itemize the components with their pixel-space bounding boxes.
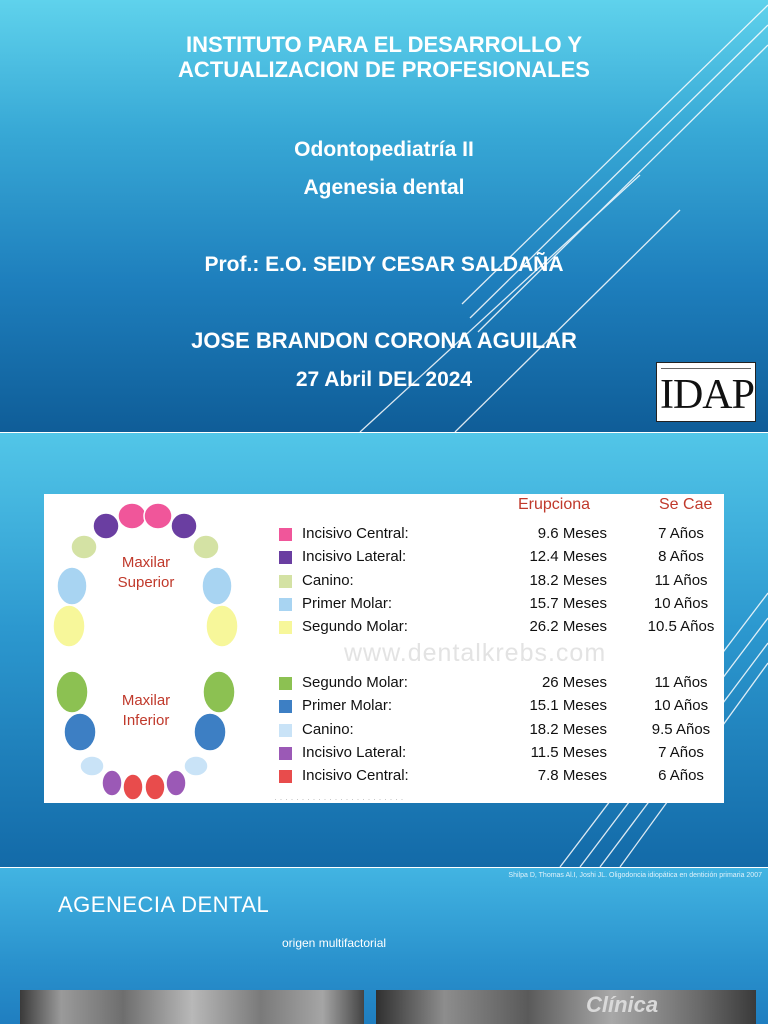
eruption-time: 26.2 Meses [529, 618, 607, 636]
professor-name: Prof.: E.O. SEIDY CESAR SALDAÑA [204, 253, 564, 276]
fall-time: 9.5 Años [651, 720, 711, 738]
lower-lateral-incisor-tooth [102, 770, 122, 796]
tooth-row [279, 593, 724, 615]
tooth-name: Incisivo Lateral: [302, 743, 407, 761]
tooth-name: Canino: [302, 720, 354, 738]
xray-image-right [376, 990, 756, 1024]
color-swatch [279, 700, 292, 713]
fall-time: 7 Años [658, 525, 704, 542]
lower-first-molar-tooth [64, 713, 96, 751]
watermark: www.dentalkrebs.com [344, 639, 607, 667]
color-swatch [279, 621, 292, 634]
slide-subtitle: origen multifactorial [282, 936, 387, 950]
student-name: JOSE BRANDON CORONA AGUILAR [191, 328, 577, 353]
slide-title: AGENECIA DENTAL [58, 892, 270, 917]
upper-lateral-incisor-tooth [171, 513, 197, 539]
topic-name: Agenesia dental [303, 176, 465, 199]
color-swatch [279, 528, 292, 541]
tooth-row [279, 765, 724, 787]
tooth-row [279, 719, 724, 741]
lower-central-incisor-tooth [145, 774, 165, 800]
fall-time: 8 Años [658, 548, 704, 566]
color-swatch [279, 770, 292, 783]
tooth-name: Incisivo Central: [302, 525, 409, 542]
tooth-eruption-slide [0, 433, 768, 867]
eruption-time: 12.4 Meses [529, 548, 607, 566]
upper-central-incisor-tooth [118, 503, 146, 529]
upper-central-incisor-tooth [144, 503, 172, 529]
upper-canine-tooth [71, 535, 97, 559]
eruption-time: 18.2 Meses [529, 571, 607, 589]
tooth-row [279, 742, 724, 764]
presentation-date: 27 Abril DEL 2024 [295, 368, 473, 391]
reference-citation: Shilpa D, Thomas Al.I, Joshi JL. Oligodoncia idiopática en dentición primaria 2007 [508, 872, 762, 879]
xray-image-left [20, 990, 364, 1024]
eruption-time: 18.2 Meses [529, 720, 607, 738]
agenesis-slide [0, 868, 768, 1024]
tooth-table [279, 494, 724, 803]
tooth-row [279, 695, 724, 717]
fall-column-header: Se Cae [659, 496, 713, 513]
tooth-name: Incisivo Lateral: [302, 548, 407, 566]
tooth-name: Segundo Molar: [302, 618, 408, 636]
eruption-time: 9.6 Meses [537, 525, 607, 542]
color-swatch [279, 598, 292, 611]
idap-logo [656, 362, 756, 422]
tooth-name: Canino: [302, 571, 354, 589]
fall-time: 10 Años [653, 697, 709, 715]
upper-arch-label-1: Maxilar [121, 554, 171, 571]
fall-time: 10.5 Años [647, 618, 715, 636]
lower-canine-tooth [80, 756, 104, 776]
fall-time: 7 Años [658, 743, 704, 761]
eruption-time: 15.1 Meses [529, 697, 607, 715]
eruption-time: 11.5 Meses [530, 743, 607, 761]
lower-lateral-incisor-tooth [166, 770, 186, 796]
eruption-column-header: Erupciona [518, 496, 591, 513]
tooth-name: Primer Molar: [302, 697, 393, 715]
dental-arch-diagram [44, 494, 274, 803]
lower-canine-tooth [184, 756, 208, 776]
tooth-row [279, 523, 724, 545]
faded-caption: · · · · · · · · · · · · · · · · · · · · · · · · [274, 794, 404, 804]
logo-text: IDAP [659, 372, 754, 418]
tooth-row [279, 616, 724, 638]
tooth-name: Primer Molar: [302, 594, 393, 612]
color-swatch [279, 677, 292, 690]
fall-time: 11 Años [654, 674, 708, 691]
institution-name [0, 32, 768, 82]
tooth-row [279, 672, 724, 694]
lower-arch-label-1: Maxilar [121, 692, 171, 709]
upper-lateral-incisor-tooth [93, 513, 119, 539]
lower-central-incisor-tooth [123, 774, 143, 800]
color-swatch [279, 551, 292, 564]
tooth-eruption-chart [44, 494, 724, 803]
lower-first-molar-tooth [194, 713, 226, 751]
lower-second-molar-tooth [56, 671, 88, 713]
fall-time: 10 Años [653, 594, 709, 612]
eruption-time: 15.7 Meses [529, 594, 607, 612]
institution-line-2: ACTUALIZACION DE PROFESIONALES [178, 57, 590, 82]
upper-first-molar-tooth [57, 567, 87, 605]
tooth-name: Segundo Molar: [302, 674, 408, 691]
lower-arch-label-2: Inferior [122, 712, 170, 729]
fall-time: 6 Años [658, 767, 704, 785]
course-name: Odontopediatría II [294, 138, 474, 161]
xray-watermark-text: Clínica [586, 992, 659, 1017]
title-slide [0, 0, 768, 432]
color-swatch [279, 575, 292, 588]
logo-tagline-strip [661, 365, 751, 369]
tooth-name: Incisivo Central: [302, 767, 409, 785]
color-swatch [279, 724, 292, 737]
upper-first-molar-tooth [202, 567, 232, 605]
eruption-time: 26 Meses [541, 674, 607, 691]
upper-second-molar-tooth [206, 605, 238, 647]
color-swatch [279, 747, 292, 760]
lower-second-molar-tooth [203, 671, 235, 713]
eruption-time: 7.8 Meses [537, 767, 607, 785]
upper-arch-label-2: Superior [117, 574, 175, 591]
institution-line-1: INSTITUTO PARA EL DESARROLLO Y [185, 32, 583, 57]
tooth-row [279, 546, 724, 568]
tooth-row [279, 570, 724, 592]
fall-time: 11 Años [654, 571, 708, 589]
upper-second-molar-tooth [53, 605, 85, 647]
upper-canine-tooth [193, 535, 219, 559]
